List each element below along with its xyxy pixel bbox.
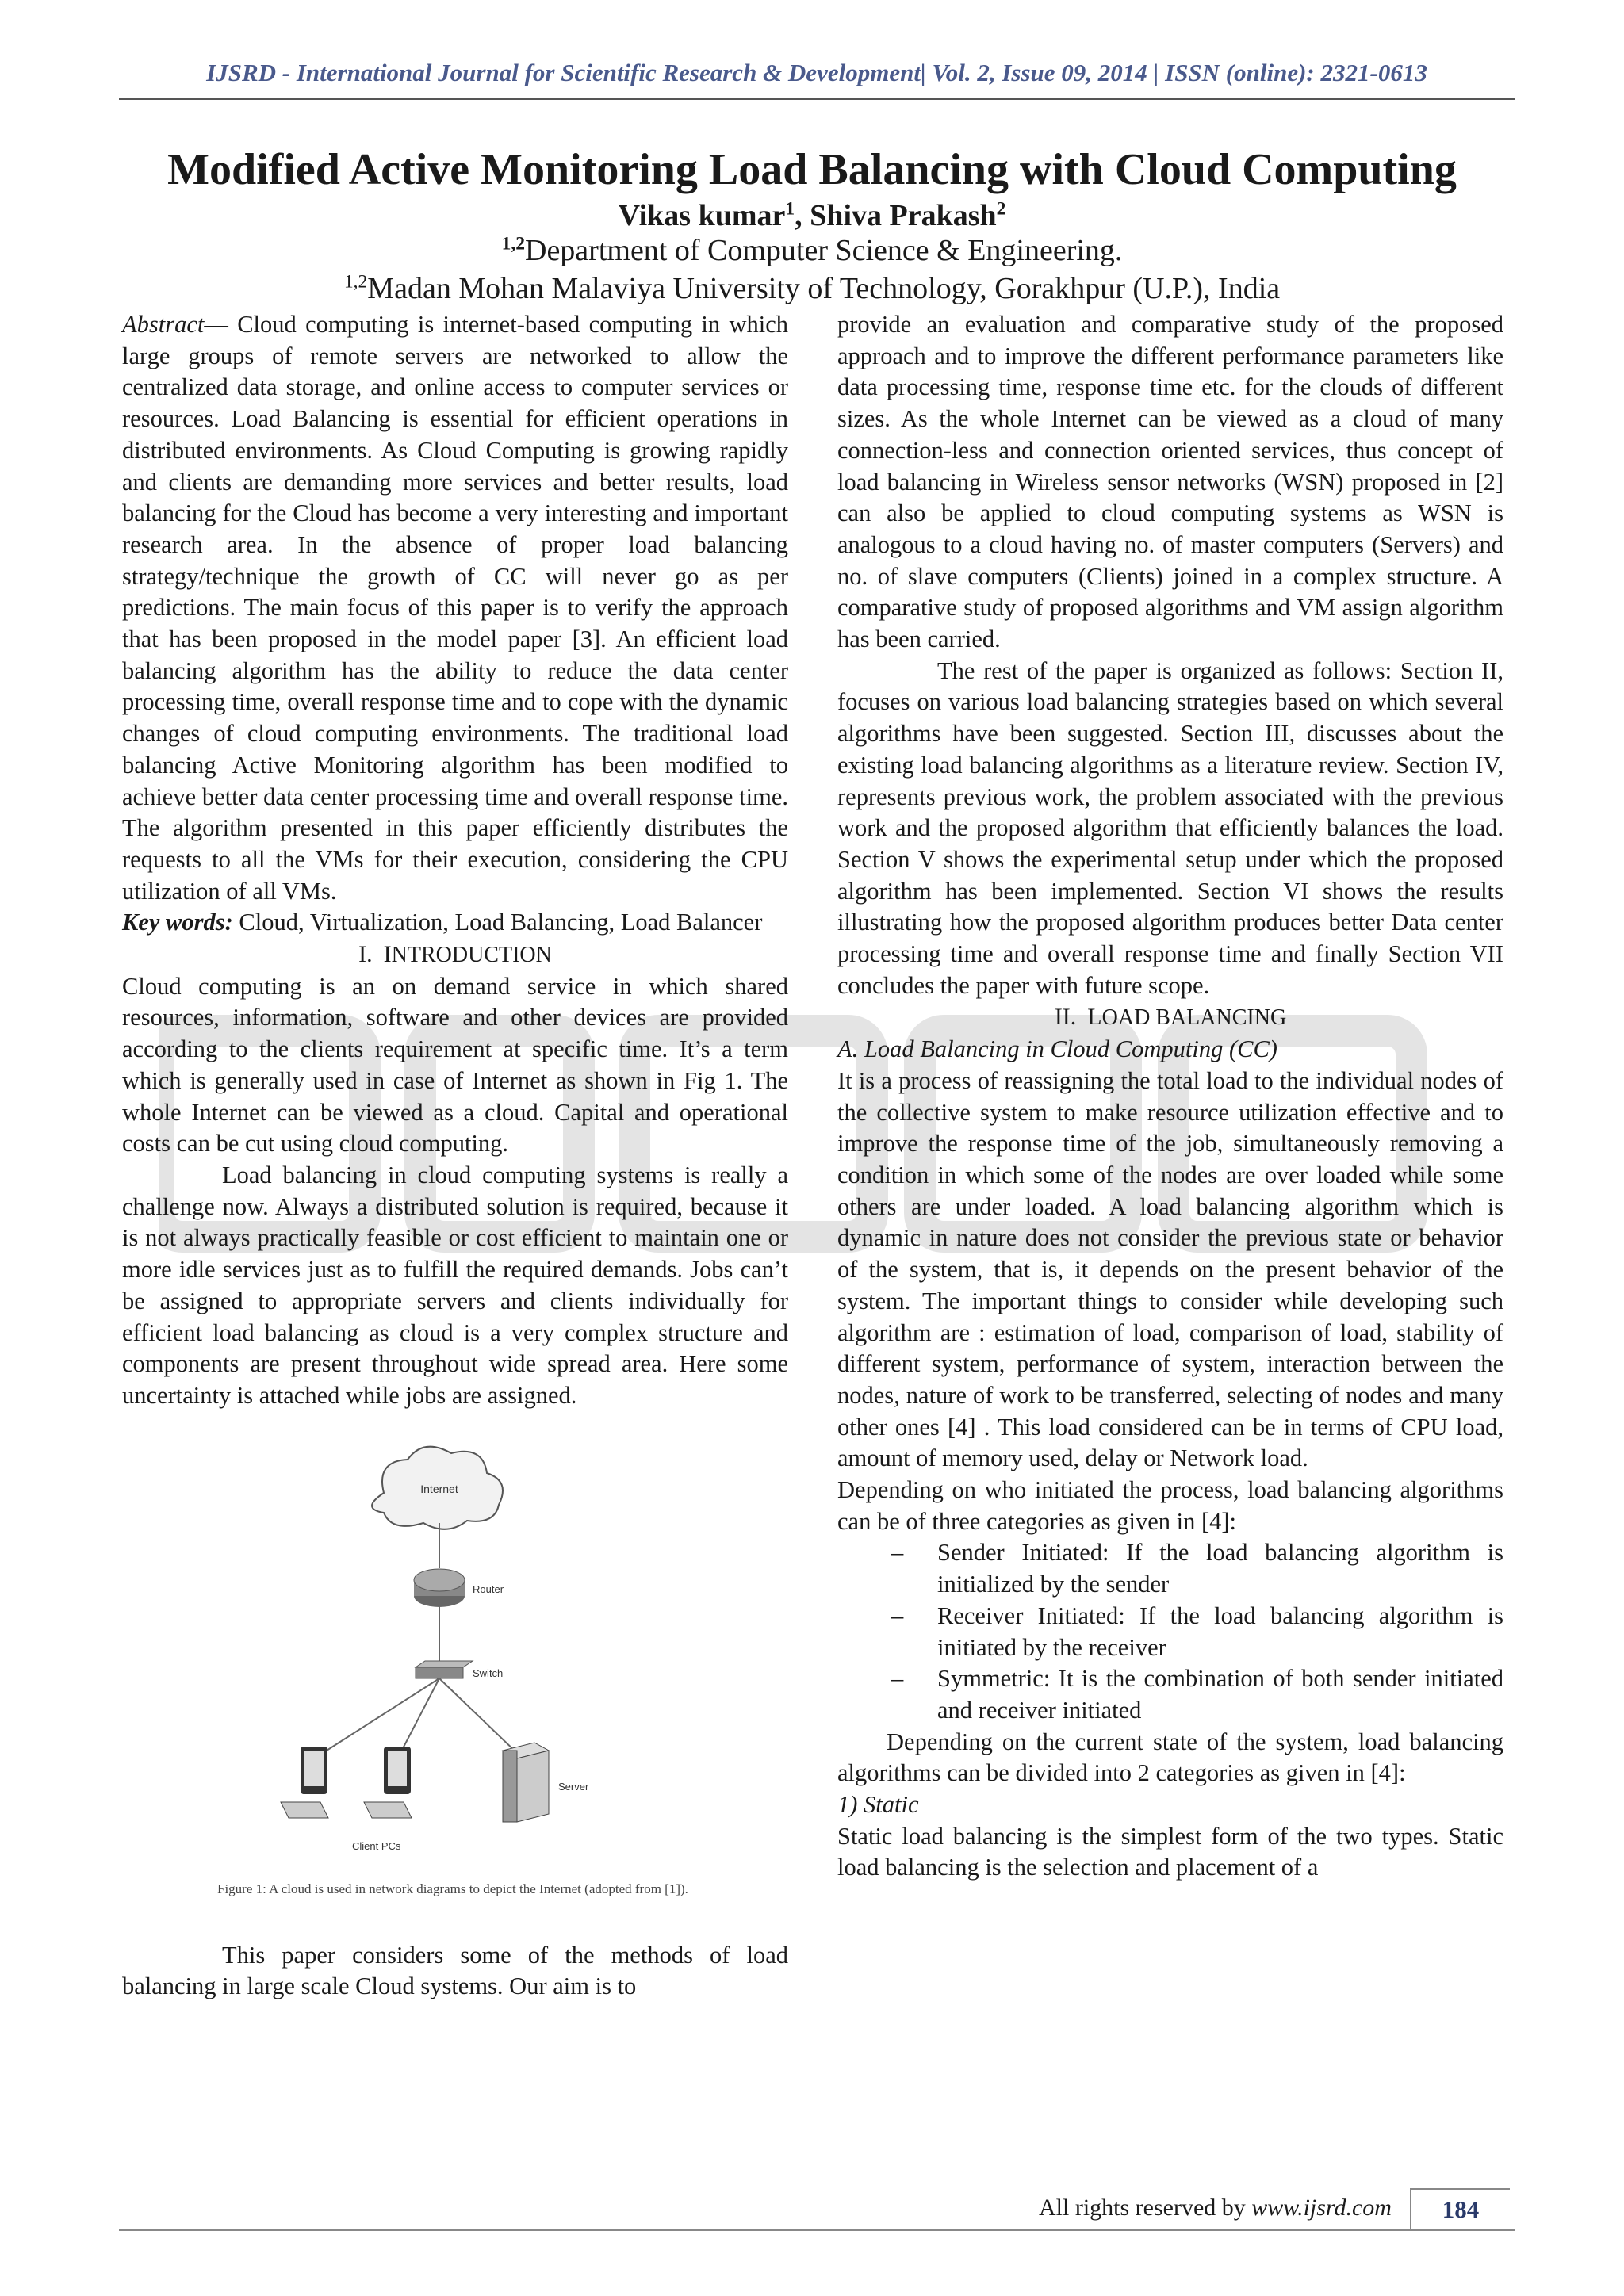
affil1-sup: 1,2	[501, 233, 525, 254]
footer-rule	[119, 2229, 1515, 2231]
affil2-sup: 1,2	[343, 271, 368, 293]
author-1: Vikas kumar	[618, 199, 786, 232]
affiliation-university	[0, 271, 1624, 306]
switch-icon	[416, 1661, 473, 1678]
author-2-sup: 2	[996, 198, 1006, 220]
organization-paragraph: The rest of the paper is organized as follows: Section II, focuses on various load balancing strategies based on which several algorithms have been suggested. Section III, discusses about the existing load balancing algorithms as a literature review. Section IV, represents previous work, the problem associated with the previous work and the proposed algorithm that efficiently balances the load. Section V shows the experimental setup under which the proposed algorithm has been implemented. Section VI shows the results illustrating how the proposed algorithm produces better Data center processing time and overall response time and finally Section VII concludes the paper with future scope.	[837, 656, 1503, 999]
figure-1	[122, 1429, 788, 1921]
lb-paragraph-3: Depending on the current state of the system, load balancing algorithms can be divided into 2 categories as given in [4]:	[837, 1728, 1503, 1787]
author-line	[0, 198, 1624, 233]
network-diagram	[265, 1429, 598, 1873]
label-switch: Switch	[473, 1667, 504, 1679]
affiliation-department	[0, 233, 1624, 268]
subsection-heading-static: 1) Static	[837, 1791, 919, 1819]
lb-paragraph-1: It is a process of reassigning the total load to the individual nodes of the collective system to make resource utilization effective and to improve the response time of the job, simultaneously removing a condition in which some of the nodes are over loaded while some others are under loaded. A load balancing algorithm which is dynamic in nature does not consider the previous state or behavior of the system, that is, it depends on the present behavior of the system. The important things to consider while developing such algorithm are : estimation of load, comparison of load, stability of different system, performance of system, interaction between the nodes, nature of work to be transferred, selecting of nodes and many other ones [4] . This load considered can be in terms of CPU load, amount of memory used, delay or Network load.	[837, 1066, 1503, 1472]
keywords-label: Key words:	[122, 909, 233, 936]
footer-site-link[interactable]: www.ijsrd.com	[1251, 2195, 1392, 2221]
lb-paragraph-2: Depending on who initiated the process, load balancing algorithms can be of three categories as given in [4]:	[837, 1476, 1503, 1535]
continued-paragraph: provide an evaluation and comparative study of the proposed approach and to improve the different performance parameters like data processing time, response time etc. for the clouds of different sizes. As the whole Internet can be viewed as a cloud of many connection-less and connection oriented services, thus concept of load balancing in Wireless sensor networks (WSN) proposed in [2] can also be applied to cloud computing systems as WSN is analogous to a cloud having no. of master computers (Servers) and no. of slave computers (Clients) joined in a complex structure. A comparative study of proposed algorithms and VM assign algorithm has been carried.	[837, 311, 1503, 653]
client-pc-icon	[281, 1747, 328, 1818]
list-item: – Symmetric: It is the combination of both sender initiated and receiver initiated	[891, 1665, 1503, 1724]
intro-paragraph-1: Cloud computing is an on demand service in which shared resources, information, software and other devices are provided according to the clients requirement at specific time. It’s a term which is generally used in case of Internet as shown in Fig 1. The whole Internet can be viewed as a cloud. Capital and operational costs can be cut using cloud computing.	[122, 972, 788, 1158]
abstract	[122, 309, 788, 907]
author-1-sup: 1	[785, 198, 795, 220]
affil1-text: Department of Computer Science & Engineering.	[525, 234, 1123, 267]
section-heading-introduction: I. INTRODUCTION	[358, 941, 552, 968]
label-client-pcs: Client PCs	[352, 1839, 401, 1852]
keywords	[122, 907, 788, 939]
intro-paragraph-2: Load balancing in cloud computing systems is really a challenge now. Always a distributed solution is required, because it is not always practically feasible or cost efficient to maintain one or more idle services just as to fulfill the required demands. Jobs can’t be assigned to appropriate servers and clients individually for efficient load balancing as cloud is a very complex structure and components are present throughout wide spread area. Here some uncertainty is attached while jobs are assigned.	[122, 1161, 788, 1409]
label-server: Server	[558, 1780, 589, 1793]
initiation-list	[837, 1537, 1503, 1726]
router-icon	[414, 1569, 465, 1607]
left-column	[122, 309, 788, 2003]
header-rule	[119, 98, 1515, 100]
keywords-text: Cloud, Virtualization, Load Balancing, Load Balancer	[232, 909, 763, 936]
abstract-label: Abstract	[122, 311, 205, 338]
running-header: IJSRD - International Journal for Scientific Research & Development| Vol. 2, Issue 09, 2014 | ISSN (online): 2321-0613	[206, 59, 1427, 86]
label-internet: Internet	[420, 1482, 458, 1495]
list-item: – Receiver Initiated: If the load balancing algorithm is initiated by the receiver	[891, 1601, 1503, 1661]
figure-caption: Figure 1: A cloud is used in network diagrams to depict the Internet (adopted from [1]).	[217, 1881, 688, 1896]
author-separator: ,	[795, 199, 810, 232]
right-column	[837, 309, 1503, 1884]
author-2: Shiva Prakash	[810, 199, 997, 232]
server-icon	[503, 1743, 549, 1822]
footer-rights: All rights reserved by www.ijsrd.com	[1039, 2195, 1392, 2221]
list-item: – Sender Initiated: If the load balancing algorithm is initialized by the sender	[891, 1539, 1503, 1598]
page-number: 184	[1410, 2188, 1510, 2229]
paper-title: Modified Active Monitoring Load Balancing with Cloud Computing	[167, 145, 1457, 194]
client-pc-icon	[364, 1747, 412, 1818]
section-heading-load-balancing: II. LOAD BALANCING	[1054, 1004, 1287, 1031]
intro-paragraph-3: This paper considers some of the methods of load balancing in large scale Cloud systems. Our aim is to	[122, 1941, 788, 2000]
affil2-text: Madan Mohan Malaviya University of Technology, Gorakhpur (U.P.), India	[367, 272, 1281, 305]
static-paragraph: Static load balancing is the simplest form of the two types. Static load balancing is the selection and placement of a	[837, 1822, 1503, 1881]
subsection-heading-a: A. Load Balancing in Cloud Computing (CC)	[837, 1035, 1277, 1063]
label-router: Router	[473, 1582, 504, 1595]
abstract-text: — Cloud computing is internet-based computing in which large groups of remote servers are networked to allow the centralized data storage, and online access to computer services or resources. Load Balancing is essential for efficient operations in distributed environments. As Cloud Computing is growing rapidly and clients are demanding more services and better results, load balancing for the Cloud has become a very interesting and important research area. In the absence of proper load balancing strategy/technique the growth of CC will never go as per predictions. The main focus of this paper is to verify the approach that has been proposed in the model paper [3]. An efficient load balancing algorithm has the ability to reduce the data center processing time, overall response time and to cope with the dynamic changes of cloud computing environments. The traditional load balancing Active Monitoring algorithm has been modified to achieve better data center processing time and overall response time. The algorithm presented in this paper efficiently distributes the requests to all the VMs for their execution, considering the CPU utilization of all VMs.	[122, 311, 788, 905]
